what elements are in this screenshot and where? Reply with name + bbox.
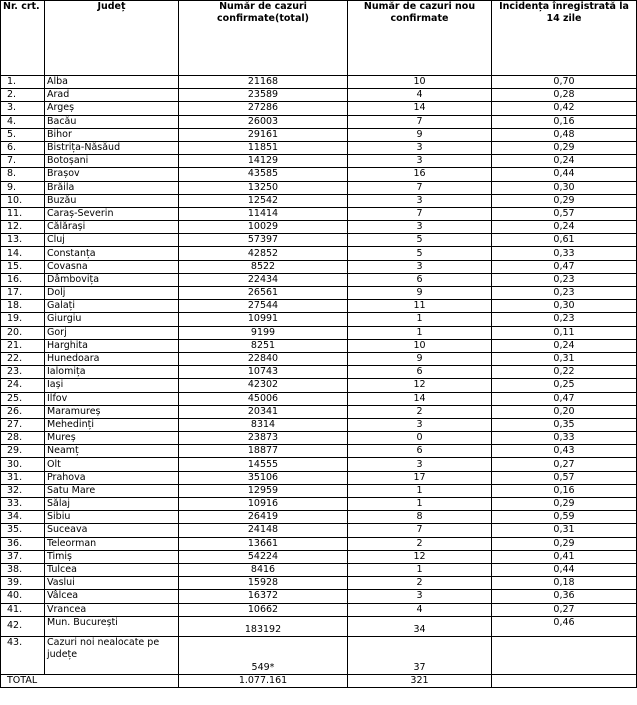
row-judet: Mun. București [45, 616, 179, 636]
row-noi: 2 [348, 537, 492, 550]
row-judet: Bistrița-Năsăud [45, 141, 179, 154]
row-noi: 3 [348, 141, 492, 154]
row-judet: Bacău [45, 115, 179, 128]
table-row [1, 115, 637, 128]
table-row [1, 511, 637, 524]
row-judet: Botoșani [45, 155, 179, 168]
row-total: 29161 [179, 128, 348, 141]
row-incidenta: 0,24 [492, 155, 637, 168]
row-total: 15928 [179, 577, 348, 590]
row-judet: Alba [45, 76, 179, 89]
table-row [1, 603, 637, 616]
row-incidenta: 0,30 [492, 181, 637, 194]
row-total: 13661 [179, 537, 348, 550]
table-row [1, 405, 637, 418]
row-total: 10743 [179, 366, 348, 379]
table-row [1, 76, 637, 89]
table-row-bucuresti [1, 616, 637, 636]
row-incidenta: 0,28 [492, 89, 637, 102]
row-total: 23873 [179, 432, 348, 445]
row-judet: Galați [45, 300, 179, 313]
row-incidenta: 0,47 [492, 260, 637, 273]
row-judet: Hunedoara [45, 352, 179, 365]
row-nr: 31. [1, 471, 45, 484]
row-nr: 16. [1, 273, 45, 286]
row-incidenta: 0,29 [492, 141, 637, 154]
row-total: 14555 [179, 458, 348, 471]
row-total: 8522 [179, 260, 348, 273]
row-nr: 41. [1, 603, 45, 616]
row-total: 26561 [179, 287, 348, 300]
row-noi: 1 [348, 498, 492, 511]
table-row [1, 366, 637, 379]
row-incidenta: 0,27 [492, 458, 637, 471]
row-judet: Cazuri noi nealocate pe județe [45, 636, 179, 674]
row-nr: 43. [1, 636, 45, 674]
row-total: 45006 [179, 392, 348, 405]
table-row [1, 418, 637, 431]
table-row [1, 234, 637, 247]
row-judet: Cluj [45, 234, 179, 247]
row-incidenta: 0,11 [492, 326, 637, 339]
row-judet: Sibiu [45, 511, 179, 524]
row-noi: 11 [348, 300, 492, 313]
row-noi: 7 [348, 524, 492, 537]
row-noi: 9 [348, 287, 492, 300]
row-incidenta: 0,61 [492, 234, 637, 247]
row-total: 20341 [179, 405, 348, 418]
row-nr: 10. [1, 194, 45, 207]
row-incidenta: 0,57 [492, 471, 637, 484]
row-noi: 14 [348, 102, 492, 115]
row-nr: 11. [1, 207, 45, 220]
row-nr: 28. [1, 432, 45, 445]
row-judet: Harghita [45, 339, 179, 352]
row-incidenta: 0,30 [492, 300, 637, 313]
table-row [1, 168, 637, 181]
row-noi: 3 [348, 590, 492, 603]
row-total: 26419 [179, 511, 348, 524]
table-row [1, 445, 637, 458]
row-nr: 27. [1, 418, 45, 431]
row-incidenta: 0,16 [492, 484, 637, 497]
row-incidenta: 0,31 [492, 352, 637, 365]
table-row [1, 432, 637, 445]
row-total: 9199 [179, 326, 348, 339]
row-noi: 37 [348, 636, 492, 674]
row-nr: 4. [1, 115, 45, 128]
row-judet: Brașov [45, 168, 179, 181]
row-noi: 2 [348, 577, 492, 590]
table-body [1, 76, 637, 688]
row-nr: 13. [1, 234, 45, 247]
row-noi: 3 [348, 260, 492, 273]
table-row [1, 524, 637, 537]
row-incidenta: 0,18 [492, 577, 637, 590]
row-nr: 12. [1, 221, 45, 234]
row-noi: 1 [348, 326, 492, 339]
row-nr: 33. [1, 498, 45, 511]
row-judet: Neamț [45, 445, 179, 458]
row-noi: 1 [348, 563, 492, 576]
table-row [1, 498, 637, 511]
row-noi: 9 [348, 352, 492, 365]
header-noi: Număr de cazuri nou confirmate [348, 1, 492, 76]
row-judet: Constanța [45, 247, 179, 260]
row-total: 16372 [179, 590, 348, 603]
row-total: 22434 [179, 273, 348, 286]
row-total: 43585 [179, 168, 348, 181]
row-noi: 12 [348, 379, 492, 392]
row-noi: 4 [348, 603, 492, 616]
row-noi: 34 [348, 616, 492, 636]
row-judet: Satu Mare [45, 484, 179, 497]
row-incidenta: 0,33 [492, 247, 637, 260]
row-total: 24148 [179, 524, 348, 537]
row-nr: 34. [1, 511, 45, 524]
total-incidenta [492, 674, 637, 687]
row-total: 42852 [179, 247, 348, 260]
row-judet: Teleorman [45, 537, 179, 550]
row-total: 11414 [179, 207, 348, 220]
row-incidenta: 0,57 [492, 207, 637, 220]
row-noi: 3 [348, 458, 492, 471]
row-total: 14129 [179, 155, 348, 168]
row-incidenta: 0,23 [492, 313, 637, 326]
row-incidenta: 0,22 [492, 366, 637, 379]
row-nr: 30. [1, 458, 45, 471]
table-row [1, 339, 637, 352]
table-row [1, 471, 637, 484]
row-noi: 1 [348, 484, 492, 497]
row-incidenta: 0,20 [492, 405, 637, 418]
row-incidenta: 0,29 [492, 498, 637, 511]
row-nr: 22. [1, 352, 45, 365]
row-noi: 17 [348, 471, 492, 484]
row-incidenta: 0,47 [492, 392, 637, 405]
row-nr: 37. [1, 550, 45, 563]
row-noi: 10 [348, 76, 492, 89]
table-row [1, 260, 637, 273]
table-row-nealocate [1, 636, 637, 674]
row-nr: 21. [1, 339, 45, 352]
row-total: 27544 [179, 300, 348, 313]
row-nr: 19. [1, 313, 45, 326]
row-incidenta: 0,59 [492, 511, 637, 524]
row-nr: 36. [1, 537, 45, 550]
table-row [1, 89, 637, 102]
row-total: 23589 [179, 89, 348, 102]
row-nr: 18. [1, 300, 45, 313]
row-judet: Prahova [45, 471, 179, 484]
row-total: 183192 [179, 616, 348, 636]
row-noi: 7 [348, 207, 492, 220]
table-row [1, 537, 637, 550]
row-nr: 38. [1, 563, 45, 576]
row-total: 8251 [179, 339, 348, 352]
row-judet: Brăila [45, 181, 179, 194]
row-noi: 3 [348, 194, 492, 207]
row-noi: 0 [348, 432, 492, 445]
table-header-row [1, 1, 637, 76]
row-judet: Vaslui [45, 577, 179, 590]
row-judet: Caraș-Severin [45, 207, 179, 220]
row-judet: Ialomița [45, 366, 179, 379]
row-nr: 14. [1, 247, 45, 260]
row-noi: 9 [348, 128, 492, 141]
row-incidenta: 0,70 [492, 76, 637, 89]
table-row [1, 141, 637, 154]
row-nr: 7. [1, 155, 45, 168]
row-incidenta: 0,23 [492, 287, 637, 300]
table-row [1, 577, 637, 590]
row-judet: Dâmbovița [45, 273, 179, 286]
row-nr: 9. [1, 181, 45, 194]
row-judet: Vâlcea [45, 590, 179, 603]
row-incidenta: 0,23 [492, 273, 637, 286]
row-judet: Argeș [45, 102, 179, 115]
row-incidenta: 0,25 [492, 379, 637, 392]
row-incidenta: 0,42 [492, 102, 637, 115]
row-incidenta: 0,35 [492, 418, 637, 431]
row-judet: Dolj [45, 287, 179, 300]
row-noi: 2 [348, 405, 492, 418]
row-incidenta: 0,44 [492, 168, 637, 181]
table-row [1, 207, 637, 220]
row-incidenta: 0,27 [492, 603, 637, 616]
table-row [1, 273, 637, 286]
row-nr: 40. [1, 590, 45, 603]
row-total: 11851 [179, 141, 348, 154]
row-incidenta: 0,43 [492, 445, 637, 458]
row-noi: 14 [348, 392, 492, 405]
row-noi: 5 [348, 234, 492, 247]
row-total: 18877 [179, 445, 348, 458]
table-row [1, 352, 637, 365]
total-new-cases: 321 [348, 674, 492, 687]
row-nr: 17. [1, 287, 45, 300]
table-row [1, 392, 637, 405]
row-noi: 10 [348, 339, 492, 352]
row-total: 10916 [179, 498, 348, 511]
row-judet: Sălaj [45, 498, 179, 511]
row-noi: 6 [348, 366, 492, 379]
row-total: 35106 [179, 471, 348, 484]
row-judet: Ilfov [45, 392, 179, 405]
row-noi: 7 [348, 181, 492, 194]
table-row [1, 287, 637, 300]
row-judet: Tulcea [45, 563, 179, 576]
row-judet: Vrancea [45, 603, 179, 616]
table-row [1, 550, 637, 563]
row-judet: Buzău [45, 194, 179, 207]
row-noi: 5 [348, 247, 492, 260]
table-row [1, 590, 637, 603]
row-noi: 1 [348, 313, 492, 326]
row-incidenta: 0,44 [492, 563, 637, 576]
row-incidenta: 0,16 [492, 115, 637, 128]
table-row [1, 326, 637, 339]
row-incidenta: 0,31 [492, 524, 637, 537]
row-nr: 25. [1, 392, 45, 405]
row-total: 27286 [179, 102, 348, 115]
row-nr: 23. [1, 366, 45, 379]
row-noi: 12 [348, 550, 492, 563]
header-nr: Nr. crt. [1, 1, 45, 76]
row-judet: Bihor [45, 128, 179, 141]
table-row [1, 102, 637, 115]
table-row [1, 563, 637, 576]
row-total: 54224 [179, 550, 348, 563]
table-row [1, 300, 637, 313]
table-row [1, 379, 637, 392]
row-judet: Mureș [45, 432, 179, 445]
row-noi: 7 [348, 115, 492, 128]
row-nr: 3. [1, 102, 45, 115]
row-nr: 8. [1, 168, 45, 181]
row-incidenta: 0,36 [492, 590, 637, 603]
header-incidenta: Incidența înregistrată la 14 zile [492, 1, 637, 76]
row-incidenta: 0,29 [492, 537, 637, 550]
row-incidenta [492, 636, 637, 674]
row-total: 8416 [179, 563, 348, 576]
row-total: 10991 [179, 313, 348, 326]
row-incidenta: 0,29 [492, 194, 637, 207]
row-total: 57397 [179, 234, 348, 247]
header-total: Număr de cazuri confirmate(total) [179, 1, 348, 76]
row-judet: Iași [45, 379, 179, 392]
row-nr: 32. [1, 484, 45, 497]
row-nr: 15. [1, 260, 45, 273]
row-judet: Gorj [45, 326, 179, 339]
row-judet: Covasna [45, 260, 179, 273]
row-total: 10662 [179, 603, 348, 616]
row-judet: Maramureș [45, 405, 179, 418]
row-total: 10029 [179, 221, 348, 234]
row-noi: 6 [348, 273, 492, 286]
row-judet: Suceava [45, 524, 179, 537]
row-nr: 26. [1, 405, 45, 418]
row-noi: 3 [348, 155, 492, 168]
row-judet: Arad [45, 89, 179, 102]
row-total: 549* [179, 636, 348, 674]
row-noi: 6 [348, 445, 492, 458]
table-row [1, 194, 637, 207]
row-nr: 20. [1, 326, 45, 339]
total-label: TOTAL [1, 674, 179, 687]
row-nr: 42. [1, 616, 45, 636]
total-cases: 1.077.161 [179, 674, 348, 687]
row-total: 22840 [179, 352, 348, 365]
row-noi: 16 [348, 168, 492, 181]
row-incidenta: 0,41 [492, 550, 637, 563]
row-judet: Timiș [45, 550, 179, 563]
row-nr: 5. [1, 128, 45, 141]
row-incidenta: 0,24 [492, 221, 637, 234]
row-nr: 2. [1, 89, 45, 102]
table-row [1, 181, 637, 194]
row-nr: 24. [1, 379, 45, 392]
row-incidenta: 0,33 [492, 432, 637, 445]
row-incidenta: 0,46 [492, 616, 637, 636]
row-noi: 3 [348, 221, 492, 234]
table-row-total [1, 674, 637, 687]
row-total: 26003 [179, 115, 348, 128]
row-incidenta: 0,24 [492, 339, 637, 352]
row-total: 13250 [179, 181, 348, 194]
row-judet: Giurgiu [45, 313, 179, 326]
table-row [1, 221, 637, 234]
row-noi: 3 [348, 418, 492, 431]
row-judet: Olt [45, 458, 179, 471]
table-row [1, 247, 637, 260]
row-total: 12542 [179, 194, 348, 207]
header-judet: Județ [45, 1, 179, 76]
row-total: 42302 [179, 379, 348, 392]
row-noi: 4 [348, 89, 492, 102]
row-total: 21168 [179, 76, 348, 89]
row-nr: 35. [1, 524, 45, 537]
table-row [1, 128, 637, 141]
row-total: 12959 [179, 484, 348, 497]
row-judet: Călărași [45, 221, 179, 234]
row-nr: 29. [1, 445, 45, 458]
row-nr: 1. [1, 76, 45, 89]
table-row [1, 484, 637, 497]
row-judet: Mehedinți [45, 418, 179, 431]
table-row [1, 155, 637, 168]
row-total: 8314 [179, 418, 348, 431]
row-nr: 6. [1, 141, 45, 154]
row-incidenta: 0,48 [492, 128, 637, 141]
row-noi: 8 [348, 511, 492, 524]
table-row [1, 458, 637, 471]
row-nr: 39. [1, 577, 45, 590]
table-row [1, 313, 637, 326]
